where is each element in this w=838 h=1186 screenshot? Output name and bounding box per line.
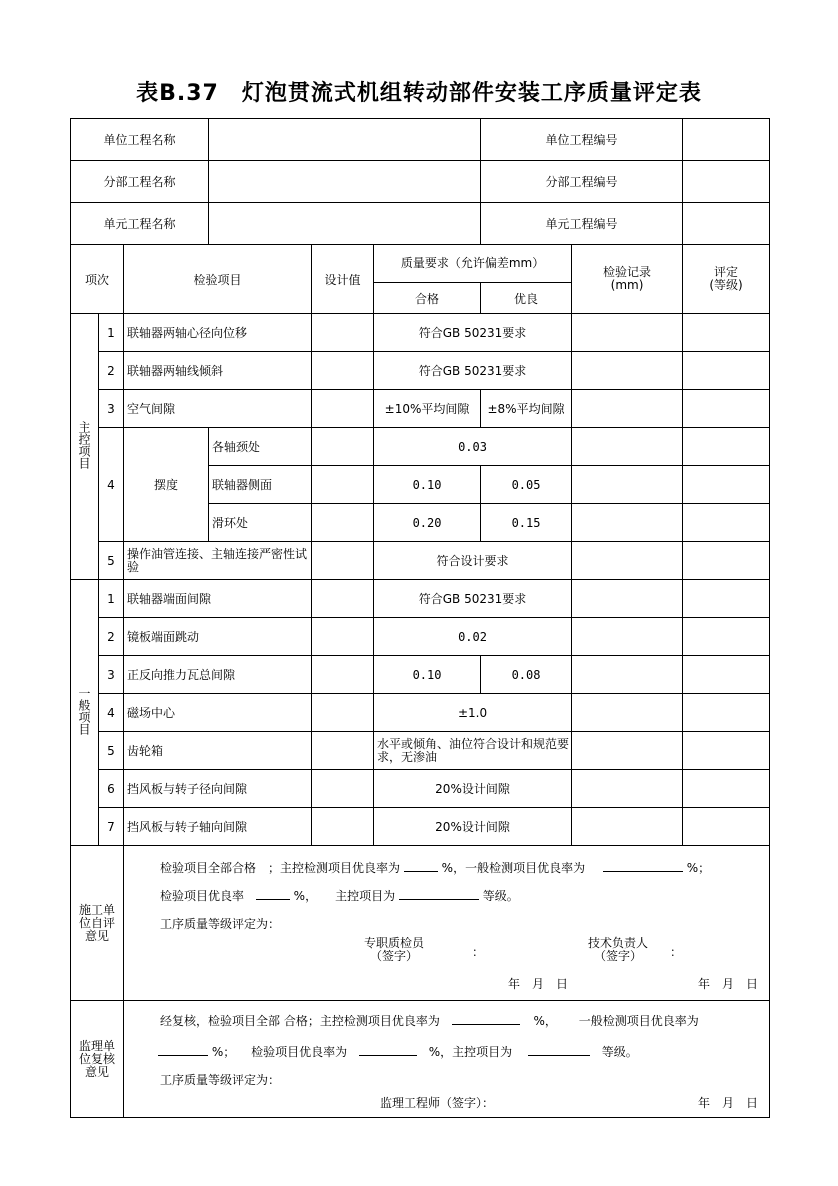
item-name: 联轴器两轴心径向位移 <box>124 314 312 352</box>
main-excellent-rate-field[interactable] <box>404 858 438 872</box>
table-row: 5 齿轮箱 水平或倾角、油位符合设计和规范要求，无渗油 <box>71 732 770 770</box>
col-seq-header: 项次 <box>71 245 124 314</box>
table-row: 6 挡风板与转子径向间隙 20%设计间隙 <box>71 770 770 808</box>
element-project-name-label: 单元工程名称 <box>71 203 209 245</box>
supervision-opinion-row <box>71 1001 770 1118</box>
requirement: 水平或倾角、油位符合设计和规范要求，无渗油 <box>374 732 572 770</box>
grade-cell[interactable] <box>683 580 770 618</box>
requirement-pass: 0.10 <box>374 466 481 504</box>
item-name: 摆度 <box>124 428 209 542</box>
grade-cell[interactable] <box>683 352 770 390</box>
grade-cell[interactable] <box>683 618 770 656</box>
grade-cell[interactable] <box>683 656 770 694</box>
item-name: 挡风板与转子轴向间隙 <box>124 808 312 846</box>
requirement-pass: 0.20 <box>374 504 481 542</box>
sub-item-name: 各轴颈处 <box>209 428 312 466</box>
col-record-header: 检验记录 (mm) <box>572 245 683 314</box>
general-excellent-rate-field[interactable] <box>603 858 683 872</box>
engineer-date: 年 月 日 <box>698 1096 759 1110</box>
item-name: 联轴器端面间隙 <box>124 580 312 618</box>
col-pass-header: 合格 <box>374 283 481 314</box>
record-cell[interactable] <box>572 770 683 808</box>
construction-opinion-label: 施工单位自评意见 <box>71 846 124 1001</box>
table-row: 7 挡风板与转子轴向间隙 20%设计间隙 <box>71 808 770 846</box>
tech-lead-signature-label: 技术负责人 （签字） <box>588 936 649 963</box>
construction-opinion-body: 检验项目全部合格 ；主控检测项目优良率为 %，一般检测项目优良率为 %； 检验项目优良率 %， 主控项目为 等级。 工序质量等级评定为： 专职质检员 （签字） ： 技术负责人 （签字） ： 年 月 日 年 月 日 <box>124 846 770 1001</box>
element-project-code-label: 单元工程编号 <box>481 203 683 245</box>
requirement: 0.03 <box>374 428 572 466</box>
item-name: 磁场中心 <box>124 694 312 732</box>
record-cell[interactable] <box>572 466 683 504</box>
item-name: 挡风板与转子径向间隙 <box>124 770 312 808</box>
supervision-opinion-body: 经复核，检验项目全部 合格；主控检测项目优良率为 %， 一般检测项目优良率为 %； 检验项目优良率为 %，主控项目为 等级。 工序质量等级评定为： 监理工程师（签字）： 年 月 日 <box>124 1001 770 1118</box>
general-items-group-label: 一般项目 <box>71 580 99 846</box>
supervision-opinion-label: 监理单位复核意见 <box>71 1001 124 1118</box>
record-cell[interactable] <box>572 732 683 770</box>
requirement-pass: ±10%平均间隙 <box>374 390 481 428</box>
table-row: 4 磁场中心 ±1.0 <box>71 694 770 732</box>
header-row-element <box>71 203 770 245</box>
grade-cell[interactable] <box>683 504 770 542</box>
grade-cell[interactable] <box>683 390 770 428</box>
inspector-date: 年 月 日 <box>508 977 569 991</box>
requirement-excellent: 0.08 <box>481 656 572 694</box>
grade-cell[interactable] <box>683 808 770 846</box>
record-cell[interactable] <box>572 694 683 732</box>
grade-cell[interactable] <box>683 542 770 580</box>
header-row-unit <box>71 119 770 161</box>
sv-general-excellent-rate-field[interactable] <box>158 1042 208 1056</box>
division-project-name-label: 分部工程名称 <box>71 161 209 203</box>
item-name: 镜板端面跳动 <box>124 618 312 656</box>
construction-opinion-row <box>71 846 770 1001</box>
requirement: ±1.0 <box>374 694 572 732</box>
item-name: 齿轮箱 <box>124 732 312 770</box>
division-project-code-label: 分部工程编号 <box>481 161 683 203</box>
element-project-code-field[interactable] <box>683 203 770 245</box>
table-row: 3 空气间隙 ±10%平均间隙 ±8%平均间隙 <box>71 390 770 428</box>
grade-cell[interactable] <box>683 428 770 466</box>
record-cell[interactable] <box>572 390 683 428</box>
item-name: 正反向推力瓦总间隙 <box>124 656 312 694</box>
table-row: 主控项目 1 联轴器两轴心径向位移 符合GB 50231要求 <box>71 314 770 352</box>
table-row: 4 摆度 各轴颈处 0.03 <box>71 428 770 466</box>
unit-project-name-field[interactable] <box>209 119 481 161</box>
record-cell[interactable] <box>572 504 683 542</box>
requirement: 符合设计要求 <box>374 542 572 580</box>
col-item-header: 检验项目 <box>124 245 312 314</box>
page-title: 表B.37 灯泡贯流式机组转动部件安装工序质量评定表 <box>136 81 702 106</box>
item-name: 空气间隙 <box>124 390 312 428</box>
requirement: 符合GB 50231要求 <box>374 352 572 390</box>
unit-project-code-field[interactable] <box>683 119 770 161</box>
engineer-signature-label: 监理工程师（签字）： <box>380 1096 495 1110</box>
record-cell[interactable] <box>572 580 683 618</box>
item-name: 联轴器两轴线倾斜 <box>124 352 312 390</box>
requirement: 0.02 <box>374 618 572 656</box>
record-cell[interactable] <box>572 618 683 656</box>
item-name: 操作油管连接、主轴连接严密性试验 <box>124 542 312 580</box>
quality-assessment-table <box>70 118 770 1118</box>
item-excellent-rate-field[interactable] <box>256 886 290 900</box>
record-cell[interactable] <box>572 808 683 846</box>
grade-cell[interactable] <box>683 694 770 732</box>
grade-cell[interactable] <box>683 732 770 770</box>
sv-main-item-grade-field[interactable] <box>528 1042 590 1056</box>
sv-main-excellent-rate-field[interactable] <box>452 1011 520 1025</box>
table-row: 2 镜板端面跳动 0.02 <box>71 618 770 656</box>
tech-lead-date: 年 月 日 <box>698 977 759 991</box>
table-row: 5 操作油管连接、主轴连接严密性试验 符合设计要求 <box>71 542 770 580</box>
record-cell[interactable] <box>572 314 683 352</box>
table-row: 一般项目 1 联轴器端面间隙 符合GB 50231要求 <box>71 580 770 618</box>
requirement-excellent: ±8%平均间隙 <box>481 390 572 428</box>
col-excellent-header: 优良 <box>481 283 572 314</box>
grade-cell[interactable] <box>683 466 770 504</box>
element-project-name-field[interactable] <box>209 203 481 245</box>
table-row: 2 联轴器两轴线倾斜 符合GB 50231要求 <box>71 352 770 390</box>
division-project-name-field[interactable] <box>209 161 481 203</box>
main-items-group-label: 主控项目 <box>71 314 99 580</box>
division-project-code-field[interactable] <box>683 161 770 203</box>
requirement-excellent: 0.05 <box>481 466 572 504</box>
unit-project-name-label: 单位工程名称 <box>71 119 209 161</box>
requirement-excellent: 0.15 <box>481 504 572 542</box>
grade-cell[interactable] <box>683 770 770 808</box>
sub-item-name: 联轴器侧面 <box>209 466 312 504</box>
col-quality-header: 质量要求（允许偏差mm） <box>374 245 572 283</box>
record-cell[interactable] <box>572 352 683 390</box>
record-cell[interactable] <box>572 656 683 694</box>
main-item-grade-field[interactable] <box>399 886 479 900</box>
requirement: 符合GB 50231要求 <box>374 580 572 618</box>
requirement: 20%设计间隙 <box>374 808 572 846</box>
col-design-header: 设计值 <box>312 245 374 314</box>
sv-item-excellent-rate-field[interactable] <box>359 1042 417 1056</box>
table-row: 3 正反向推力瓦总间隙 0.10 0.08 <box>71 656 770 694</box>
record-cell[interactable] <box>572 428 683 466</box>
record-cell[interactable] <box>572 542 683 580</box>
header-row-division <box>71 161 770 203</box>
requirement: 符合GB 50231要求 <box>374 314 572 352</box>
col-grade-header: 评定 (等级) <box>683 245 770 314</box>
sub-item-name: 滑环处 <box>209 504 312 542</box>
requirement-pass: 0.10 <box>374 656 481 694</box>
unit-project-code-label: 单位工程编号 <box>481 119 683 161</box>
inspector-signature-label: 专职质检员 （签字） <box>364 936 425 963</box>
grade-cell[interactable] <box>683 314 770 352</box>
requirement: 20%设计间隙 <box>374 770 572 808</box>
